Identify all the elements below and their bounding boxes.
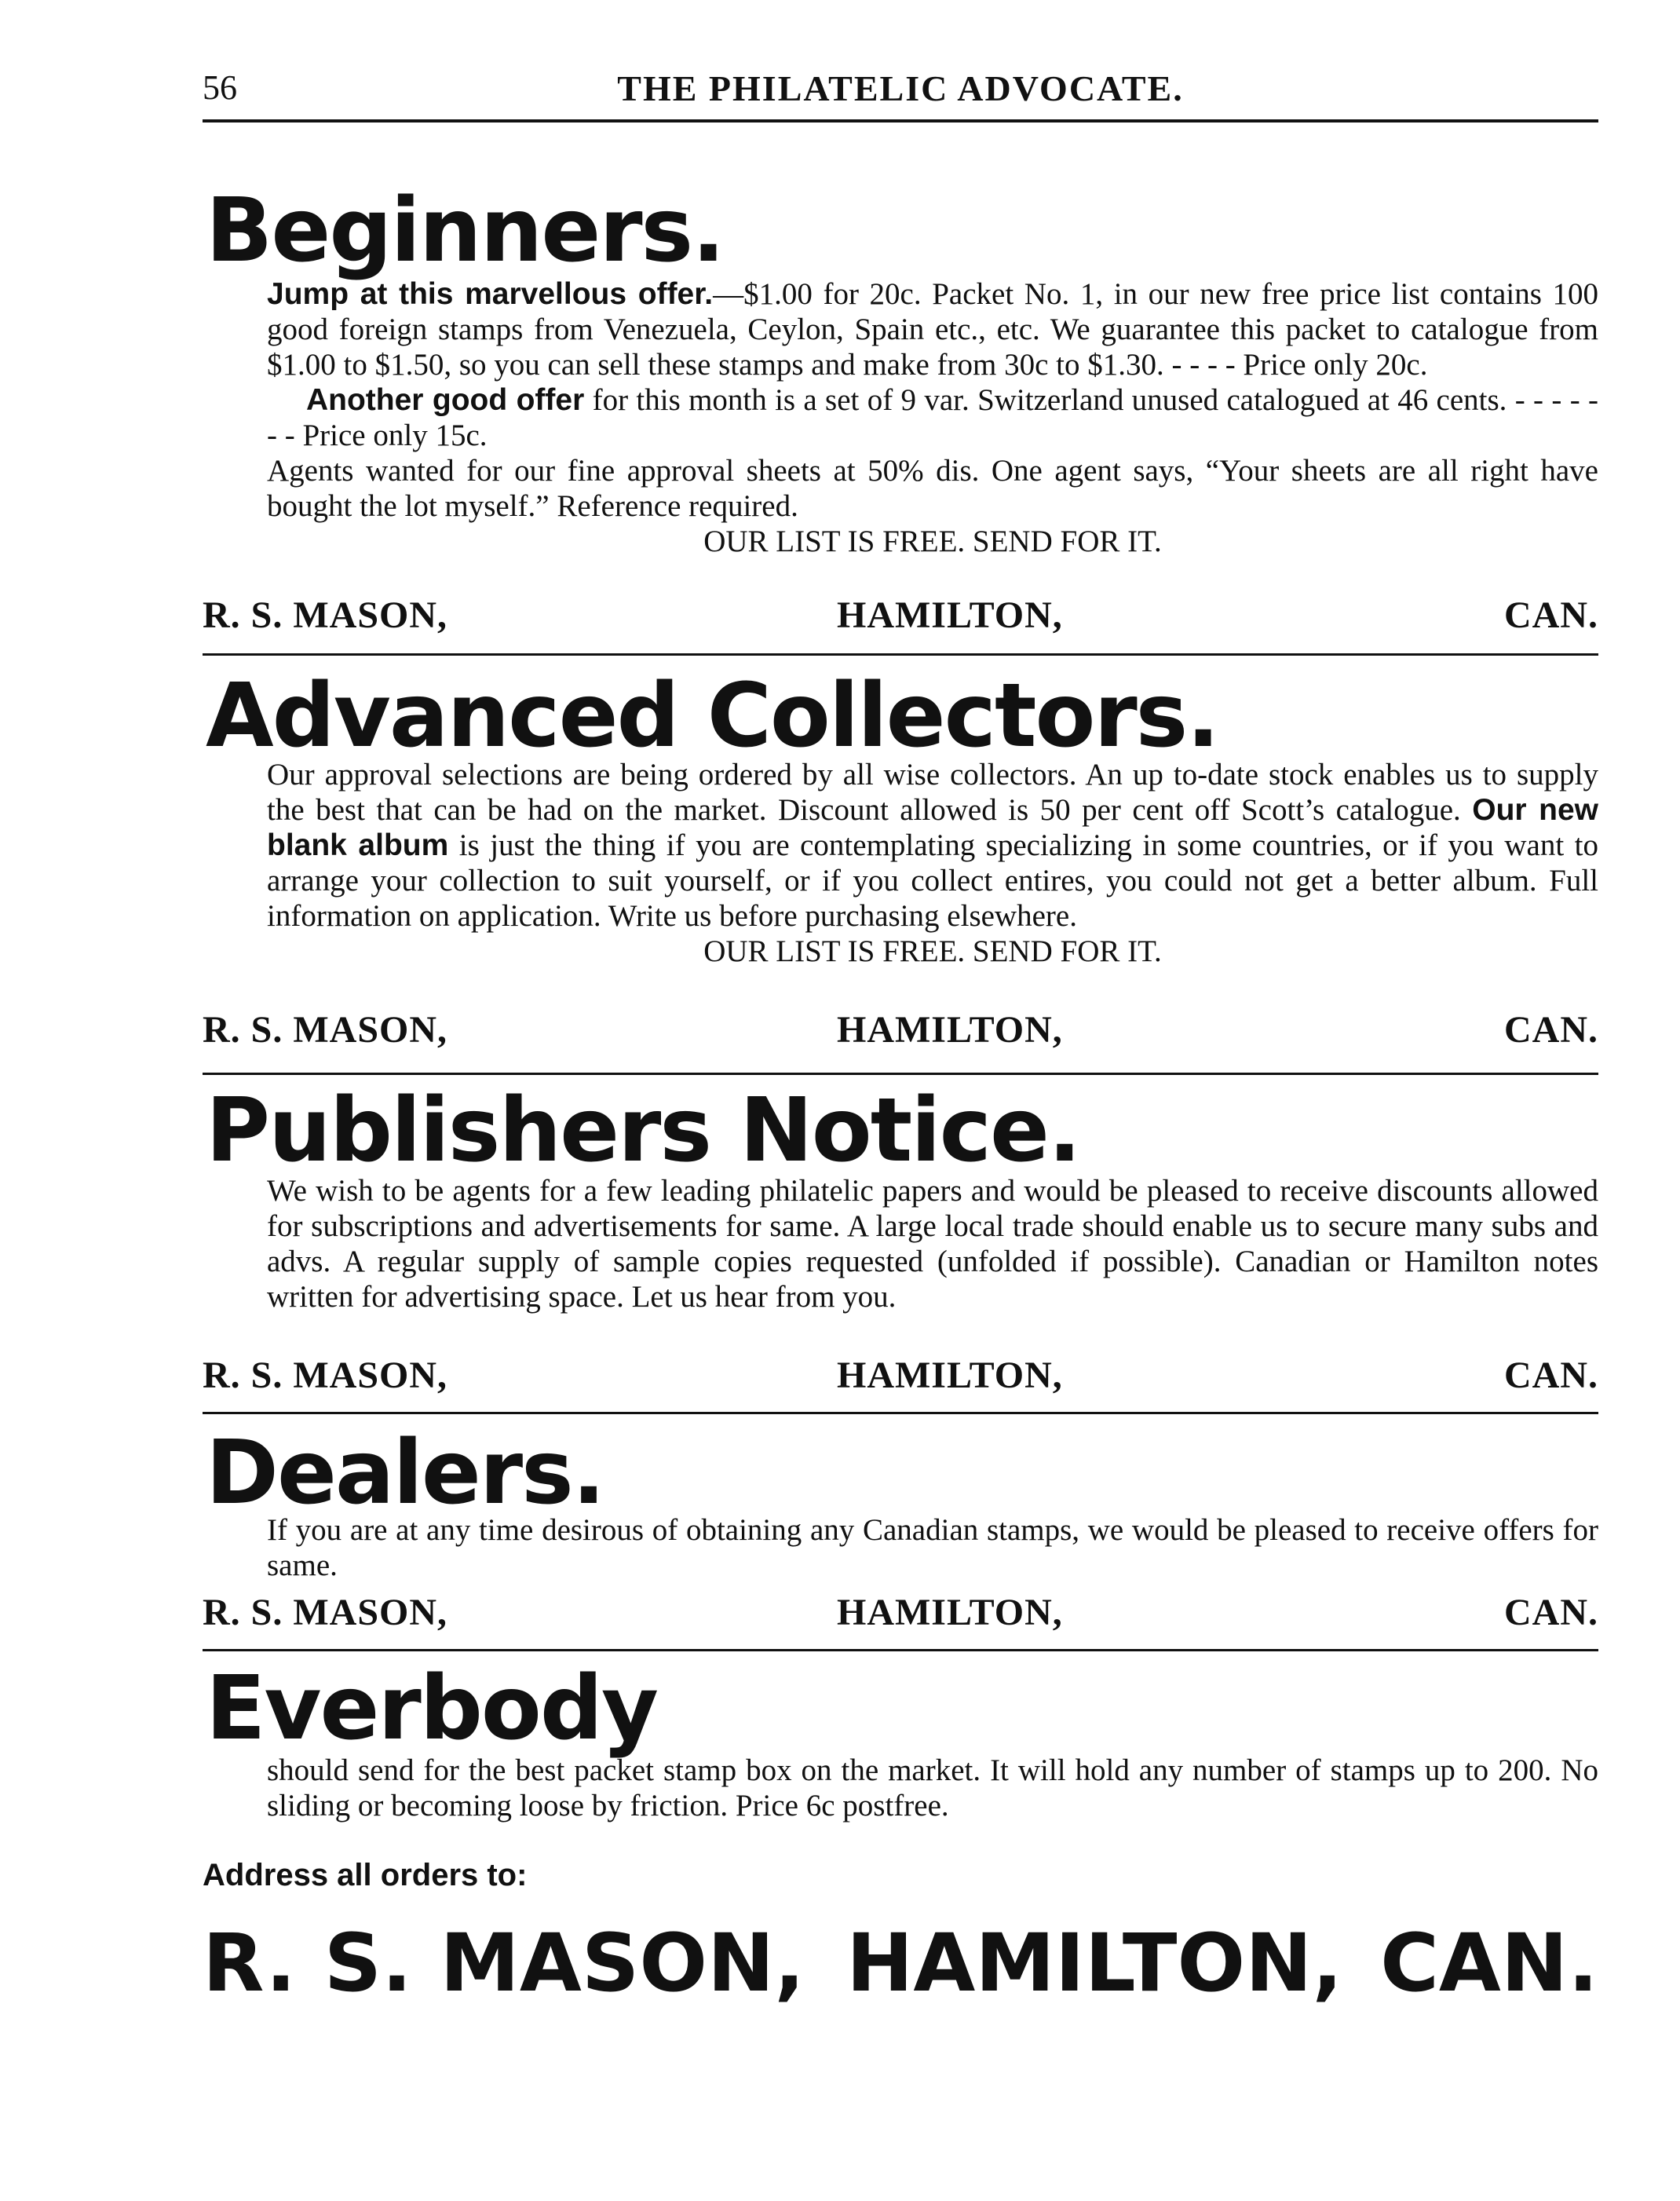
final-signature [203, 1913, 1598, 2015]
signature-name: R. S. MASON, [203, 1592, 448, 1633]
dealers-signature [203, 1591, 1598, 1635]
dealers-paragraph-1: If you are at any time desirous of obtaining any Canadian stamps, we would be pleased to receive offers for same. [267, 1513, 1598, 1582]
signature-country: CAN. [1504, 1009, 1598, 1051]
beginners-list-line: OUR LIST IS FREE. SEND FOR IT. [703, 525, 1162, 558]
signature-name: R. S. MASON, [203, 1009, 448, 1051]
signature-country: CAN. [1504, 594, 1598, 636]
signature-city: HAMILTON, [837, 594, 1063, 636]
final-signature-country: CAN. [1380, 1917, 1598, 2010]
dealers-heading: Dealers. [206, 1422, 604, 1524]
final-signature-name: R. S. MASON, [203, 1917, 805, 2010]
publishers-heading: Publishers Notice. [206, 1080, 1080, 1182]
signature-city: HAMILTON, [837, 1592, 1063, 1633]
advanced-text-rest: is just the thing if you are contemplating specializing in some countries, or if you want to arrange your collection to suit yourself, or if you collect entires, you could not get a better album. Full information on application. Write us before purchasing elsewhere. [267, 828, 1598, 933]
signature-name: R. S. MASON, [203, 594, 448, 636]
everybody-paragraph-1: should send for the best packet stamp box on the market. It will hold any number of stamps up to 200. No sliding or becoming loose by friction. Price 6c postfree. [267, 1753, 1598, 1823]
everybody-body [267, 1753, 1598, 1823]
section-rule [203, 1649, 1598, 1651]
signature-city: HAMILTON, [837, 1355, 1063, 1396]
beginners-offer2-label: Another good offer [306, 383, 585, 417]
beginners-paragraph-2 [267, 382, 1598, 453]
journal-title: THE PHILATELIC ADVOCATE. [617, 68, 1184, 108]
beginners-body [267, 276, 1598, 559]
address-label: Address all orders to: [203, 1858, 528, 1892]
advanced-signature [203, 1008, 1598, 1052]
publishers-signature [203, 1354, 1598, 1398]
page-number: 56 [203, 68, 237, 107]
running-head [203, 68, 1598, 115]
beginners-heading: Beginners. [206, 180, 724, 282]
advanced-paragraph-1 [267, 757, 1598, 934]
beginners-offer-label: Jump at this marvellous offer. [267, 277, 714, 311]
section-rule [203, 1073, 1598, 1075]
header-rule [203, 119, 1598, 122]
signature-country: CAN. [1504, 1592, 1598, 1633]
dealers-body [267, 1512, 1598, 1583]
beginners-offer2-text: for this month is a set of 9 var. Switzerland unused catalogued at 46 cents. - - - - - - - Price only 15c. [267, 383, 1598, 452]
signature-country: CAN. [1504, 1355, 1598, 1396]
everybody-heading: Everbody [206, 1658, 658, 1760]
beginners-signature [203, 594, 1598, 638]
advanced-album-label: Our new blank album [267, 793, 1598, 862]
beginners-paragraph-3: Agents wanted for our fine approval sheets at 50% dis. One agent says, “Your sheets are all right have bought the lot myself.” Reference required. [267, 454, 1598, 523]
section-rule [203, 653, 1598, 656]
final-signature-city: HAMILTON, [846, 1917, 1343, 2010]
advanced-heading: Advanced Collectors. [206, 665, 1218, 767]
beginners-offer-text: —$1.00 for 20c. Packet No. 1, in our new free price list contains 100 good foreign stamps from Venezuela, Ceylon, Spain etc., etc. We guarantee this packet to catalogue from $1.00 to $1.50, so you can sell these stamps and make from 30c to $1.30. - - - - Price only 20c. [267, 277, 1598, 382]
publishers-body [267, 1173, 1598, 1314]
beginners-paragraph-1 [267, 276, 1598, 382]
publishers-paragraph-1: We wish to be agents for a few leading philatelic papers and would be pleased to receive discounts allowed for subscriptions and advertisements for same. A large local trade should enable us to secure many subs and advs. A regular supply of sample copies requested (unfolded if possible). Canadian or Hamilton notes written for advertising space. Let us hear from you. [267, 1174, 1598, 1314]
advanced-body [267, 757, 1598, 969]
signature-city: HAMILTON, [837, 1009, 1063, 1051]
section-rule [203, 1412, 1598, 1414]
signature-name: R. S. MASON, [203, 1355, 448, 1396]
advanced-list-line: OUR LIST IS FREE. SEND FOR IT. [703, 934, 1162, 968]
advanced-text: Our approval selections are being ordered by all wise collectors. An up to-date stock enables us to supply the best that can be had on the market. Discount allowed is 50 per cent off Scott’s catalogue. [267, 758, 1598, 827]
